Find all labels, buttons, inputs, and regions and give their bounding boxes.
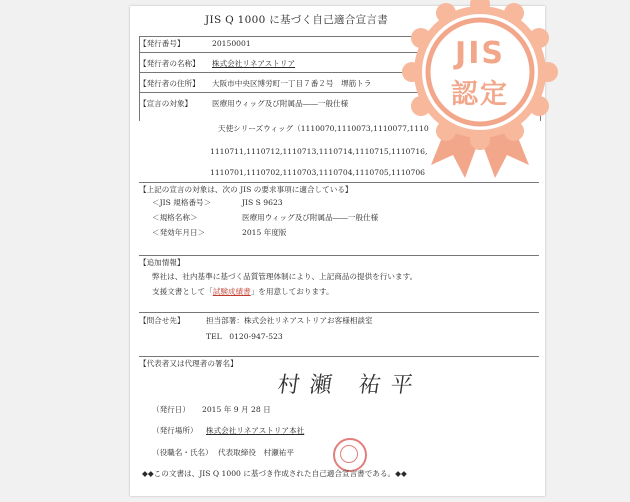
- additional-line-2: 支援文書として「試験成績書」を用意しております。: [152, 287, 334, 296]
- divider: [139, 255, 539, 256]
- product-line-3: 1110701,1110702,1110703,1110704,1110705,1110706: [210, 168, 425, 177]
- footer-note: ◆◆この文書は、JIS Q 1000 に基づき作成された自己適合宣言書である。◆◆: [142, 469, 407, 478]
- document-title: JIS Q 1000 に基づく自己適合宣言書: [205, 14, 388, 26]
- product-line-1: 天使シリーズウィッグ（1110070,1110073,1110077,1110: [218, 124, 429, 133]
- additional-heading: 【追加情報】: [139, 258, 185, 267]
- std-name: 医療用ウィッグ及び附属品――一般仕様: [242, 213, 379, 222]
- signature: 村瀬 祐平: [275, 373, 425, 398]
- divider: [139, 312, 539, 313]
- issuer-name-label: 【発行者の名称】: [139, 59, 200, 68]
- std-name-label: ＜規格名称＞: [152, 213, 198, 222]
- additional-line-1: 弊社は、社内基準に基づく品質管理体制により、上記商品の提供を行います。: [152, 272, 418, 281]
- contact-dept: 担当部署：株式会社リネアストリアお客様相談室: [206, 316, 373, 325]
- divider: [139, 356, 539, 357]
- representative-heading: 【代表者又は代理者の署名】: [139, 359, 238, 368]
- jis-no: JIS S 9623: [242, 198, 283, 207]
- target-label: 【宣言の対象】: [139, 99, 193, 108]
- issuer-address-label: 【発行者の住所】: [139, 79, 200, 88]
- issue-place-label: （発行場所）: [152, 426, 198, 435]
- issue-date: 2015 年 9 月 28 日: [202, 405, 271, 414]
- issue-no-label: 【発行番号】: [139, 39, 185, 48]
- product-line-2: 1110711,1110712,1110713,1110714,1110715,1110716,: [210, 147, 428, 156]
- jis-no-label: ＜JIS 規格番号＞: [152, 198, 212, 207]
- issue-date-label: （発行日）: [152, 405, 190, 414]
- contact-label: 【問合せ先】: [139, 316, 185, 325]
- badge-line-2: 認定: [451, 79, 509, 110]
- contact-tel: TEL 0120-947-523: [206, 332, 283, 341]
- title-name: 代表取締役 村瀬祐平: [218, 448, 294, 457]
- jis-certified-badge: [385, 0, 575, 190]
- issuer-name: 株式会社リネアストリア: [212, 59, 296, 68]
- year: 2015 年度版: [242, 228, 287, 237]
- title-label: （役職名・氏名）: [152, 448, 213, 457]
- standard-heading: 【上記の宣言の対象は、次の JIS の要求事項に適合している】: [139, 185, 353, 194]
- year-label: ＜発効年月日＞: [152, 228, 206, 237]
- badge-line-1: JIS: [455, 36, 505, 71]
- issuer-address: 大阪市中央区博労町一丁目７番２号 堺筋トラ: [212, 79, 372, 88]
- issue-no: 20150001: [212, 39, 251, 48]
- issue-place: 株式会社リネアストリア本社: [206, 426, 305, 435]
- company-seal-icon: [333, 438, 367, 472]
- target: 医療用ウィッグ及び附属品――一般仕様: [212, 99, 349, 108]
